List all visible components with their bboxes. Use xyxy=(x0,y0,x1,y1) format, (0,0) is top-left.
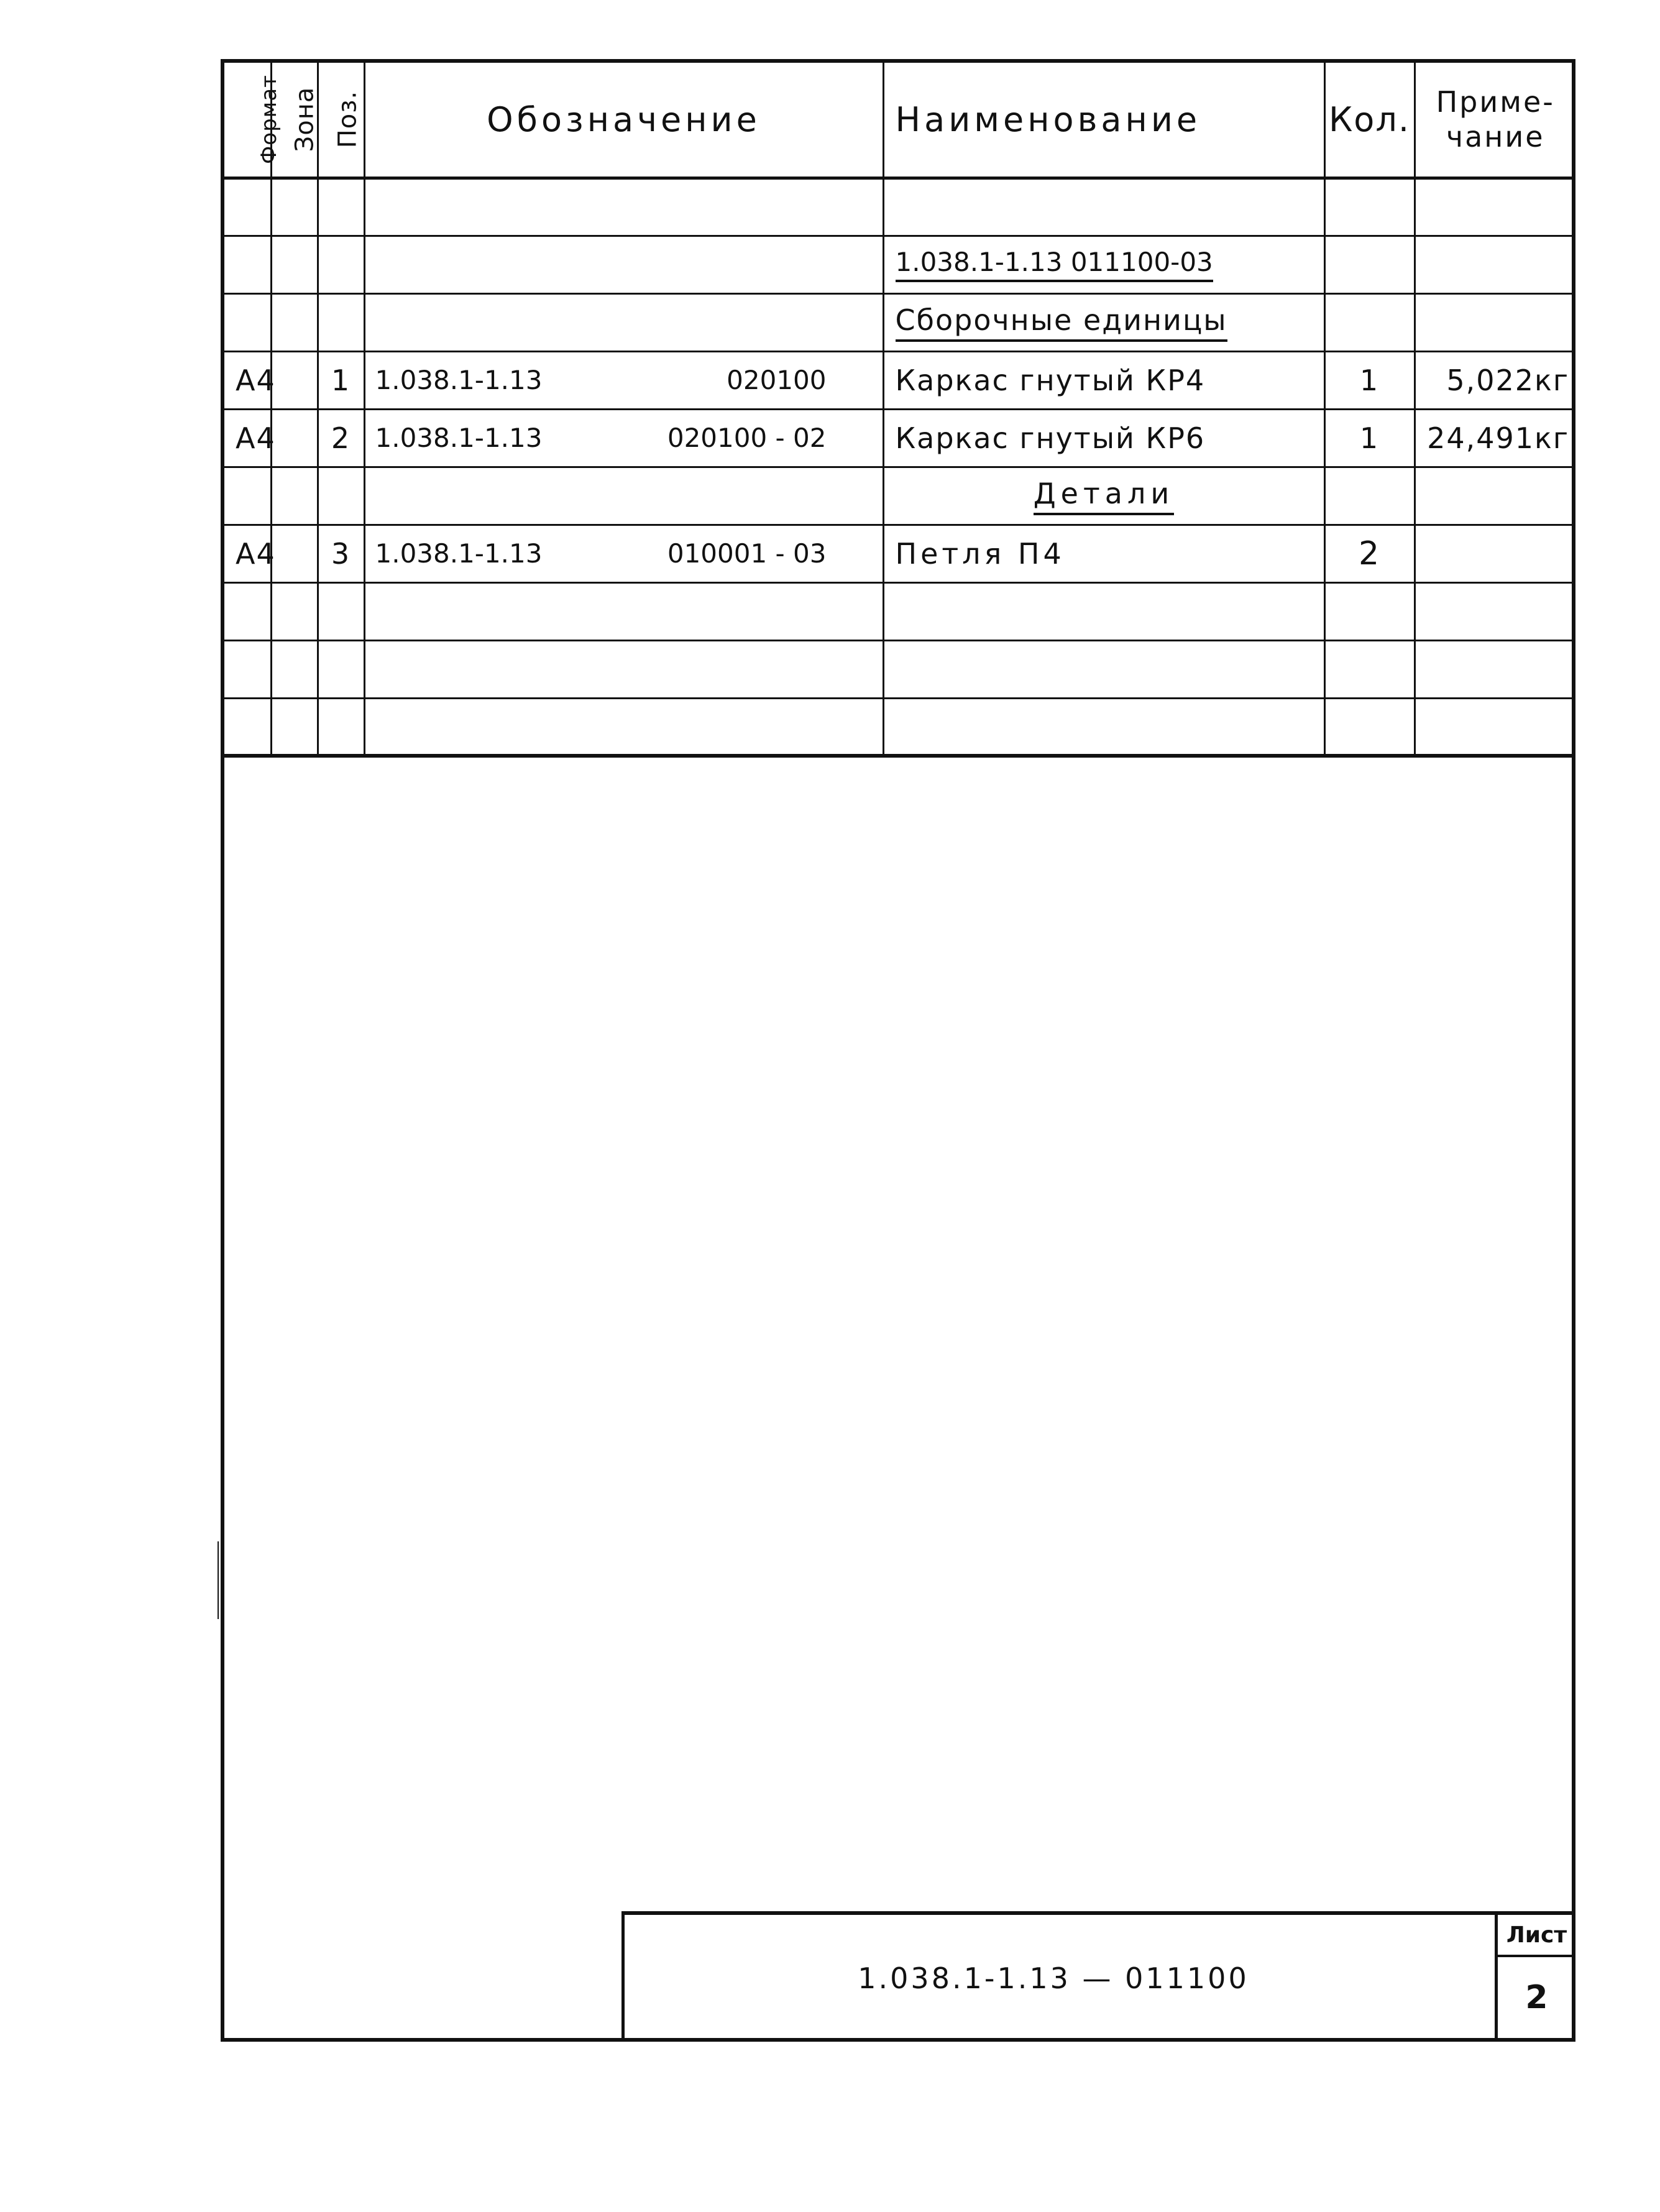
drawing-frame xyxy=(221,59,1575,2042)
cell-quantity: 1 xyxy=(1324,409,1415,467)
cell-format: А4 xyxy=(224,409,271,467)
cell-note: 5,022кг xyxy=(1415,351,1575,409)
cell-quantity: 2 xyxy=(1324,525,1415,582)
cell-designation xyxy=(364,640,883,698)
table-row xyxy=(224,409,1575,467)
cell-designation xyxy=(364,351,883,409)
cell-format xyxy=(224,640,271,698)
header-zone: Зона xyxy=(271,63,318,178)
cell-position: 1 xyxy=(318,351,364,409)
cell-name xyxy=(883,582,1324,640)
cell-quantity xyxy=(1324,178,1415,236)
designation-code: 1.038.1-1.13 xyxy=(375,423,543,453)
cell-quantity xyxy=(1324,582,1415,640)
table-row xyxy=(224,640,1575,698)
cell-format xyxy=(224,467,271,525)
title-block-stamp xyxy=(621,1911,1575,2042)
cell-designation xyxy=(364,582,883,640)
cell-quantity xyxy=(1324,698,1415,756)
cell-quantity xyxy=(1324,236,1415,293)
designation-number: 020100 - 02 xyxy=(667,423,827,453)
header-note xyxy=(1415,63,1575,178)
cell-note xyxy=(1415,178,1575,236)
sheet-box xyxy=(1495,1915,1575,2042)
cell-designation xyxy=(364,409,883,467)
cell-name xyxy=(883,178,1324,236)
header-note-line1: Приме- xyxy=(1436,85,1555,119)
cell-format: А4 xyxy=(224,525,271,582)
cell-format xyxy=(224,178,271,236)
cell-position: 3 xyxy=(318,525,364,582)
header-format: Формат xyxy=(224,63,271,178)
designation-number: 010001 - 03 xyxy=(667,538,827,569)
cell-zone xyxy=(271,525,318,582)
table-row xyxy=(224,698,1575,756)
cell-zone xyxy=(271,467,318,525)
cell-position xyxy=(318,178,364,236)
table-row xyxy=(224,293,1575,351)
cell-designation xyxy=(364,236,883,293)
margin-mark xyxy=(222,1523,224,1622)
cell-name xyxy=(883,640,1324,698)
cell-designation xyxy=(364,293,883,351)
table-header-row xyxy=(224,63,1575,178)
header-designation: Обозначение xyxy=(364,63,883,178)
cell-note xyxy=(1415,293,1575,351)
designation-code: 1.038.1-1.13 xyxy=(375,365,543,395)
cell-designation xyxy=(364,467,883,525)
cell-position xyxy=(318,467,364,525)
cell-name xyxy=(883,293,1324,351)
table-row xyxy=(224,351,1575,409)
cell-name: Каркас гнутый КР6 xyxy=(883,409,1324,467)
table-row xyxy=(224,236,1575,293)
cell-format: А4 xyxy=(224,351,271,409)
cell-note xyxy=(1415,640,1575,698)
cell-name xyxy=(883,236,1324,293)
cell-position: 2 xyxy=(318,409,364,467)
cell-position xyxy=(318,640,364,698)
cell-note xyxy=(1415,467,1575,525)
document-reference: 1.038.1-1.13 011100-03 xyxy=(896,247,1213,282)
specification-table xyxy=(224,63,1575,758)
cell-name: Петля П4 xyxy=(883,525,1324,582)
document-code: 1.038.1-1.13 — 011100 xyxy=(858,1962,1249,1995)
cell-name xyxy=(883,698,1324,756)
header-name: Наименование xyxy=(883,63,1324,178)
section-heading-parts: Детали xyxy=(1034,477,1175,515)
cell-zone xyxy=(271,640,318,698)
cell-note: 24,491кг xyxy=(1415,409,1575,467)
cell-designation xyxy=(364,525,883,582)
cell-zone xyxy=(271,293,318,351)
cell-name xyxy=(883,467,1324,525)
cell-designation xyxy=(364,178,883,236)
cell-name: Каркас гнутый КР4 xyxy=(883,351,1324,409)
cell-designation xyxy=(364,698,883,756)
cell-quantity: 1 xyxy=(1324,351,1415,409)
table-row xyxy=(224,467,1575,525)
margin-mark xyxy=(218,1541,219,1619)
table-row xyxy=(224,525,1575,582)
header-quantity: Кол. xyxy=(1324,63,1415,178)
sheet-number: 2 xyxy=(1525,1979,1548,2016)
designation-code: 1.038.1-1.13 xyxy=(375,538,543,569)
header-position: Поз. xyxy=(318,63,364,178)
cell-note xyxy=(1415,582,1575,640)
cell-zone xyxy=(271,351,318,409)
cell-zone xyxy=(271,409,318,467)
header-note-line2: чание xyxy=(1446,120,1545,154)
cell-note xyxy=(1415,525,1575,582)
cell-note xyxy=(1415,236,1575,293)
designation-number: 020100 xyxy=(727,365,827,395)
table-row xyxy=(224,582,1575,640)
cell-format xyxy=(224,582,271,640)
cell-position xyxy=(318,293,364,351)
cell-quantity xyxy=(1324,467,1415,525)
section-heading-assemblies: Сборочные единицы xyxy=(896,303,1227,342)
cell-format xyxy=(224,236,271,293)
cell-position xyxy=(318,236,364,293)
cell-zone xyxy=(271,178,318,236)
sheet-label: Лист xyxy=(1498,1915,1575,1957)
cell-position xyxy=(318,698,364,756)
cell-note xyxy=(1415,698,1575,756)
cell-format xyxy=(224,293,271,351)
cell-position xyxy=(318,582,364,640)
cell-quantity xyxy=(1324,293,1415,351)
cell-quantity xyxy=(1324,640,1415,698)
cell-zone xyxy=(271,236,318,293)
cell-zone xyxy=(271,698,318,756)
table-row xyxy=(224,178,1575,236)
cell-format xyxy=(224,698,271,756)
cell-zone xyxy=(271,582,318,640)
